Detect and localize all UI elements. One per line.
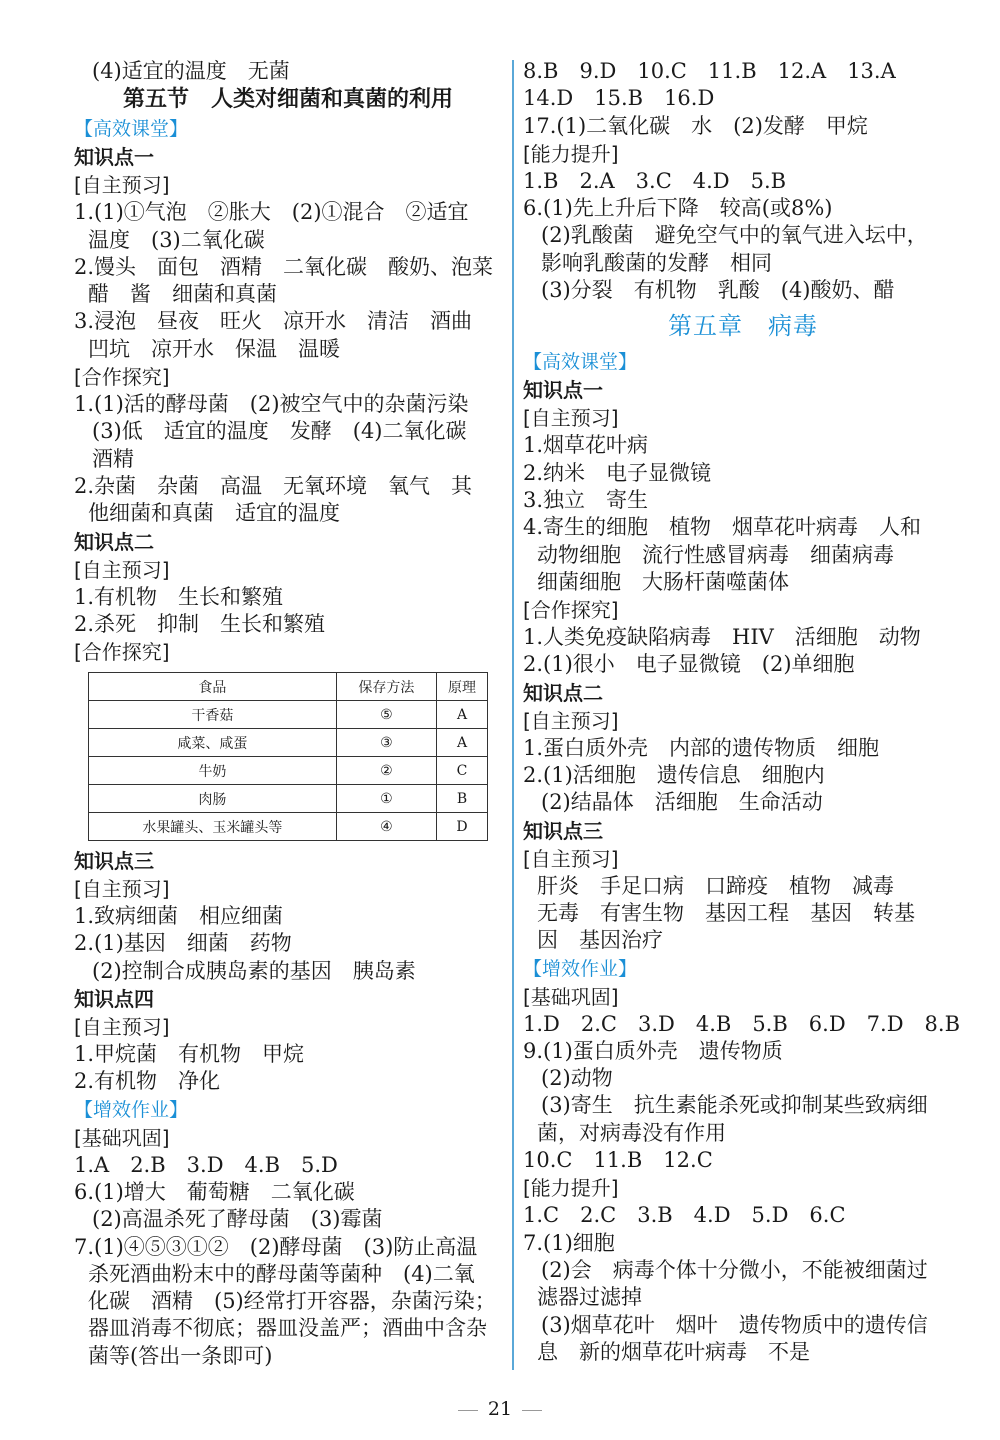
subhead-jichu: [基础巩固] (74, 1125, 170, 1150)
knowledge-point-2: 知识点二 (74, 529, 154, 554)
answer-line: 1.(1)①气泡 ②胀大 (2)①混合 ②适宜 (74, 200, 469, 225)
answer-line: 3.独立 寄生 (523, 487, 649, 512)
answer-line: 2.杂菌 杂菌 高温 无氧环境 氧气 其 (74, 473, 473, 498)
table-cell: A (437, 701, 488, 729)
answer-line: 7.(1)细胞 (523, 1230, 615, 1255)
answer-line: (2)高温杀死了酵母菌 (3)霉菌 (92, 1207, 383, 1232)
answer-line: 2.有机物 净化 (74, 1069, 221, 1094)
subhead-nengli: [能力提升] (523, 141, 619, 166)
table-cell: 水果罐头、玉米罐头等 (89, 813, 337, 841)
preservation-table (88, 672, 488, 841)
table-cell: ⑤ (336, 701, 436, 729)
answer-line: (2)乳酸菌 避免空气中的氧气进入坛中， (541, 223, 928, 248)
table-cell: 牛奶 (89, 757, 337, 785)
right-column (523, 58, 963, 1366)
left-column (74, 58, 502, 1370)
chapter-title: 第五章 病毒 (668, 312, 818, 341)
table-header: 原理 (437, 673, 488, 701)
page-number: 21 (487, 1398, 513, 1420)
section-title: 第五节 人类对细菌和真菌的利用 (122, 87, 453, 113)
answer-line: (2)控制合成胰岛素的基因 胰岛素 (92, 958, 416, 983)
answer-line: 7.(1)④⑤③①② (2)酵母菌 (3)防止高温 (74, 1234, 478, 1259)
tag-gaoxiao-ketang: 【高效课堂】 (523, 351, 638, 374)
answer-line: 2.纳米 电子显微镜 (523, 460, 712, 485)
page-number-footer (0, 1398, 1000, 1420)
answer-line: 2.(1)基因 细菌 药物 (74, 931, 292, 956)
answer-line: 凹坑 凉开水 保温 温暖 (88, 336, 340, 361)
knowledge-point-3: 知识点三 (523, 818, 603, 843)
answer-line: 1.致病细菌 相应细菌 (74, 904, 284, 929)
answer-line: 化碳 酒精 (5)经常打开容器，杂菌污染； (88, 1289, 496, 1314)
answer-line: 1.D 2.C 3.D 4.B 5.B 6.D 7.D 8.B (523, 1011, 961, 1036)
subhead-zizhu: [自主预习] (523, 708, 619, 733)
answer-line: (4)适宜的温度 无菌 (92, 59, 290, 83)
answer-line: 菌，对病毒没有作用 (537, 1120, 726, 1145)
answer-line: (3)寄生 抗生素能杀死或抑制某些致病细 (541, 1093, 928, 1118)
answer-line: 14.D 15.B 16.D (523, 86, 715, 111)
tag-gaoxiao-ketang: 【高效课堂】 (74, 118, 189, 141)
knowledge-point-1: 知识点一 (523, 378, 603, 403)
table-cell: 咸菜、咸蛋 (89, 729, 337, 757)
knowledge-point-2: 知识点二 (523, 680, 603, 705)
table-cell: ① (336, 785, 436, 813)
table-row (89, 785, 488, 813)
table-row (89, 813, 488, 841)
table-cell: ④ (336, 813, 436, 841)
subhead-zizhu: [自主预习] (523, 846, 619, 871)
answer-line: (3)烟草花叶 烟叶 遗传物质中的遗传信 (541, 1312, 928, 1337)
answer-line: 菌等(答出一条即可) (88, 1343, 273, 1368)
answer-line: 9.(1)蛋白质外壳 遗传物质 (523, 1038, 783, 1063)
answer-line: 1.人类免疫缺陷病毒 HIV 活细胞 动物 (523, 625, 921, 650)
answer-line: 6.(1)先上升后下降 较高(或8%) (523, 196, 833, 221)
table-cell: A (437, 729, 488, 757)
answer-line: 滤器过滤掉 (537, 1285, 642, 1310)
answer-line: 温度 (3)二氧化碳 (88, 227, 265, 252)
table-header-row (89, 673, 488, 701)
answer-line: 杀死酒曲粉末中的酵母菌等菌种 (4)二氧 (88, 1261, 475, 1286)
column-divider (512, 60, 514, 1370)
table-cell: ② (336, 757, 436, 785)
answer-line: 6.(1)增大 葡萄糖 二氧化碳 (74, 1179, 355, 1204)
answer-line: 2.(1)活细胞 遗传信息 细胞内 (523, 763, 825, 788)
table-cell: C (437, 757, 488, 785)
answer-line: 1.C 2.C 3.B 4.D 5.D 6.C (523, 1203, 846, 1228)
knowledge-point-3: 知识点三 (74, 849, 154, 874)
subhead-zizhu: [自主预习] (74, 173, 170, 198)
answer-line: 酒精 (92, 446, 134, 471)
answer-line: 因 基因治疗 (537, 928, 663, 953)
answer-line: 1.烟草花叶病 (523, 433, 649, 458)
answer-line: (2)结晶体 活细胞 生命活动 (541, 790, 823, 815)
subhead-zizhu: [自主预习] (523, 406, 619, 431)
answer-line: 1.B 2.A 3.C 4.D 5.B (523, 168, 787, 193)
table-cell: 干香菇 (89, 701, 337, 729)
subhead-zizhu: [自主预习] (74, 877, 170, 902)
footer-dash-right (522, 1410, 542, 1411)
table-row (89, 757, 488, 785)
table-row (89, 729, 488, 757)
table-cell: D (437, 813, 488, 841)
subhead-zizhu: [自主预习] (74, 557, 170, 582)
answer-line: 1.A 2.B 3.D 4.B 5.D (74, 1152, 338, 1177)
subhead-nengli: [能力提升] (523, 1176, 619, 1201)
answer-line: 影响乳酸菌的发酵 相同 (541, 250, 772, 275)
answer-line: 细菌细胞 大肠杆菌噬菌体 (537, 569, 789, 594)
subhead-hezuo: [合作探究] (74, 640, 170, 665)
subhead-jichu: [基础巩固] (523, 984, 619, 1009)
answer-line: 器皿消毒不彻底；器皿没盖严；酒曲中含杂 (88, 1316, 487, 1341)
table-row (89, 701, 488, 729)
answer-line: (2)动物 (541, 1066, 613, 1091)
answer-line: (3)低 适宜的温度 发酵 (4)二氧化碳 (92, 419, 467, 444)
answer-line: 8.B 9.D 10.C 11.B 12.A 13.A (523, 59, 896, 83)
answer-line: 2.(1)很小 电子显微镜 (2)单细胞 (523, 652, 855, 677)
answer-line: 醋 酱 细菌和真菌 (88, 282, 277, 307)
table-header: 保存方法 (336, 673, 436, 701)
knowledge-point-1: 知识点一 (74, 145, 154, 170)
answer-line: (3)分裂 有机物 乳酸 (4)酸奶、醋 (541, 278, 895, 303)
answer-line: 1.甲烷菌 有机物 甲烷 (74, 1042, 305, 1067)
answer-line: (2)会 病毒个体十分微小，不能被细菌过 (541, 1257, 928, 1282)
tag-zengxiao-zuoye: 【增效作业】 (523, 957, 638, 980)
subhead-hezuo: [合作探究] (523, 598, 619, 623)
answer-line: 2.杀死 抑制 生长和繁殖 (74, 611, 326, 636)
answer-line: 4.寄生的细胞 植物 烟草花叶病毒 人和 (523, 515, 922, 540)
answer-line: 肝炎 手足口病 口蹄疫 植物 减毒 (537, 873, 894, 898)
answer-line: 2.馒头 面包 酒精 二氧化碳 酸奶、泡菜 (74, 254, 494, 279)
knowledge-point-4: 知识点四 (74, 987, 154, 1012)
answer-line: 1.有机物 生长和繁殖 (74, 584, 284, 609)
subhead-hezuo: [合作探究] (74, 365, 170, 390)
answer-line: 10.C 11.B 12.C (523, 1148, 713, 1173)
answer-line: 动物细胞 流行性感冒病毒 细菌病毒 (537, 542, 894, 567)
subhead-zizhu: [自主预习] (74, 1015, 170, 1040)
answer-line: 无毒 有害生物 基因工程 基因 转基 (537, 900, 915, 925)
answer-line: 息 新的烟草花叶病毒 不是 (537, 1339, 810, 1364)
answer-line: 1.蛋白质外壳 内部的遗传物质 细胞 (523, 735, 880, 760)
table-cell: ③ (336, 729, 436, 757)
answer-line: 他细菌和真菌 适宜的温度 (88, 501, 340, 526)
answer-line: 1.(1)活的酵母菌 (2)被空气中的杂菌污染 (74, 392, 469, 417)
table-cell: B (437, 785, 488, 813)
footer-dash-left (458, 1410, 478, 1411)
tag-zengxiao-zuoye: 【增效作业】 (74, 1098, 189, 1121)
answer-line: 3.浸泡 昼夜 旺火 凉开水 清洁 酒曲 (74, 309, 473, 334)
answer-line: 17.(1)二氧化碳 水 (2)发酵 甲烷 (523, 113, 868, 138)
table-cell: 肉肠 (89, 785, 337, 813)
table-header: 食品 (89, 673, 337, 701)
